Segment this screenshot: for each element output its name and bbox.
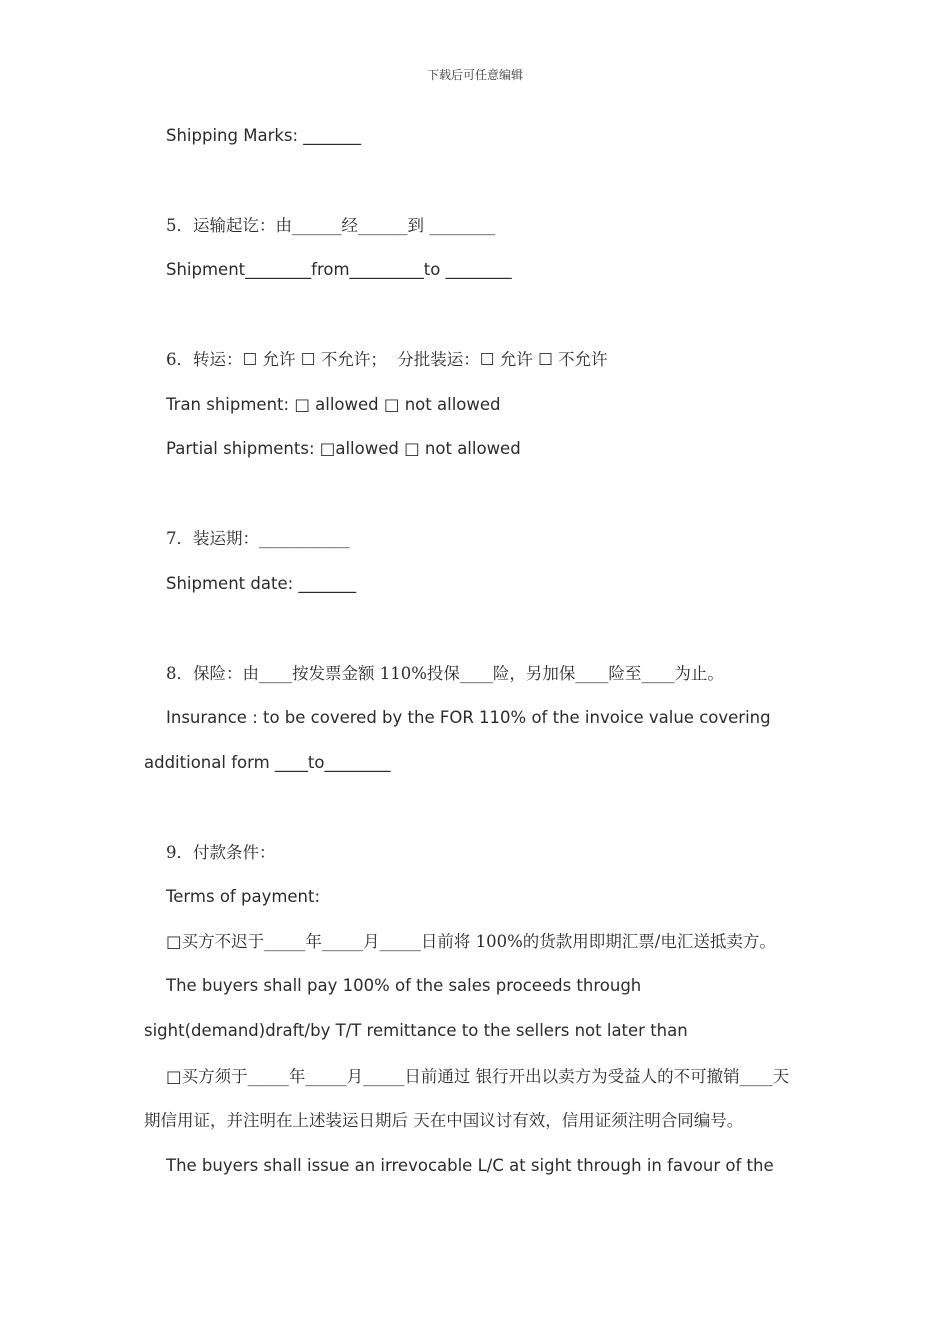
clause-7-shipment-date-zh: 7．装运期：___________	[166, 529, 350, 548]
clause-8-insurance-zh: 8．保险：由____按发票金额 110%投保____险，另加保____险至____为止。	[166, 664, 724, 683]
payment-option-2-zh: □买方须于_____年_____月_____日前通过 银行开出以卖方为受益人的不可撤销____天	[166, 1067, 790, 1086]
payment-option-1-en: The buyers shall pay 100% of the sales proceeds through	[166, 976, 642, 995]
clause-8-insurance-en-cont: additional form ____to________	[144, 753, 391, 772]
payment-option-1-en-cont: sight(demand)draft/by T/T remittance to the sellers not later than	[144, 1021, 688, 1040]
shipping-marks-line: Shipping Marks: _______	[166, 126, 362, 145]
clause-9-payment-en: Terms of payment:	[166, 887, 321, 906]
clause-9-payment-zh: 9．付款条件：	[166, 843, 276, 862]
clause-6-partial-shipments-en: Partial shipments: □allowed □ not allowed	[166, 439, 521, 458]
clause-6-transshipment-en: Tran shipment: □ allowed □ not allowed	[166, 395, 501, 414]
clause-5-route-en: Shipment________from_________to ________	[166, 260, 512, 279]
page-header: 下载后可任意编辑	[426, 68, 523, 82]
clause-5-route-zh: 5．运输起讫：由______经______到 ________	[166, 216, 496, 235]
payment-option-2-zh-cont: 期信用证，并注明在上述装运日期后 天在中国议讨有效，信用证须注明合同编号。	[144, 1111, 744, 1130]
payment-option-2-en: The buyers shall issue an irrevocable L/C at sight through in favour of the	[166, 1156, 774, 1175]
clause-7-shipment-date-en: Shipment date: _______	[166, 574, 357, 593]
clause-6-transshipment-zh: 6．转运：☐ 允许 ☐ 不允许； 分批装运：☐ 允许 ☐ 不允许	[166, 350, 608, 369]
payment-option-1-zh: □买方不迟于_____年_____月_____日前将 100%的货款用即期汇票/电汇送抵卖方。	[166, 932, 776, 951]
clause-8-insurance-en: Insurance : to be covered by the FOR 110% of the invoice value covering	[166, 708, 771, 727]
